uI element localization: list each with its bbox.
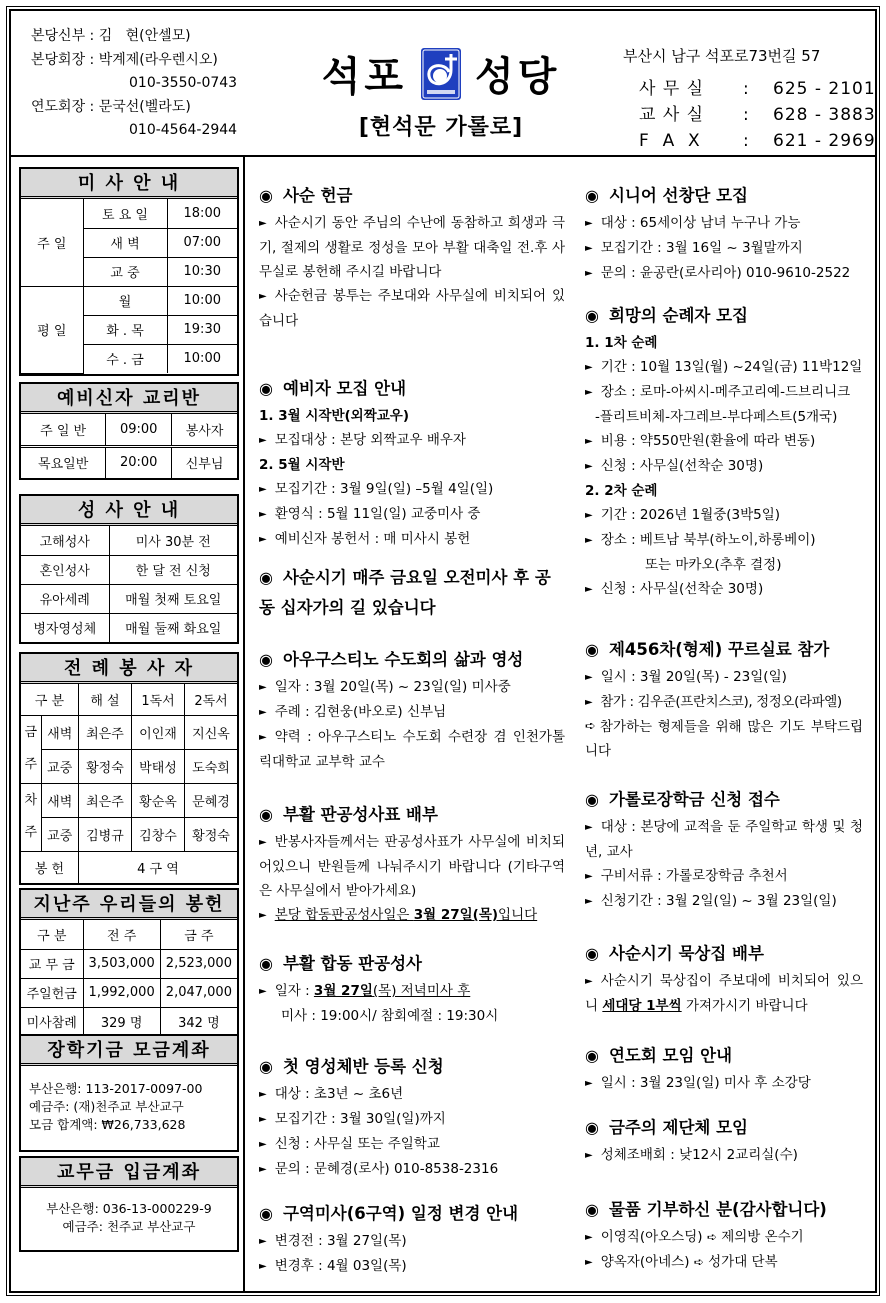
arrow-icon: ► <box>585 697 593 708</box>
arrow-icon: ► <box>259 1139 267 1150</box>
contact-office: 사 무 실 : 625 - 2101 <box>639 79 876 99</box>
offerings-table: 구 분 전 주 금 주 교 무 금 3,503,000 2,523,000 주일헌금 1,992,000 2,047,000 미사참례 329 명 342 명 <box>21 920 237 1036</box>
hand-arrow-icon: ➪ <box>585 719 596 734</box>
hand-arrow-icon: ➪ <box>706 1230 717 1244</box>
section-cursillo: ◉ 제456차(형제) 꾸르실료 참가 ► 일시 : 3월 20일(목) - 23일(일) ► 참가 : 김우준(프란치스코), 정정오(라파엘) ➪ 참가하는 형제들을 위해 많은 기도 부탁드립니다 <box>585 635 863 763</box>
arrow-icon: ► <box>259 1114 267 1125</box>
arrow-icon: ► <box>259 291 267 302</box>
arrow-icon: ► <box>259 534 267 545</box>
arrow-icon: ► <box>259 986 267 997</box>
arrow-icon: ► <box>585 218 593 229</box>
sidebar <box>11 157 245 1293</box>
parish-staff <box>31 25 237 143</box>
arrow-icon: ► <box>259 1164 267 1175</box>
mass-schedule-title: 미 사 안 내 <box>21 169 237 199</box>
scholarship-bank: 부산은행: 113-2017-0097-00 <box>29 1081 203 1096</box>
arrow-icon: ► <box>259 218 267 229</box>
section-pilgrimage: ◉ 희망의 순례자 모집 1. 1차 순례 ► 기간 : 10월 13일(월) ~24일(금) 11박12일 ► 장소 : 로마-아씨시-메주고리예-드브리니크 -플리트비체-자그레브-부다페스트(5개국) ► 비용 : 약550만원(환율에 따라 변동) ► 신청 : 사무실(선착순 30명) 2. 2차 순례 ► 기간 : 2026년 1월중(3박5일) ► 장소 : 베트남 북부(하노이,하롱베이) 또는 마카오(추후 결정) ► 신청 : 사무실(선착순 30명) <box>585 301 863 602</box>
offerings-title: 지난주 우리들의 봉헌 <box>21 890 237 920</box>
arrow-icon: ► <box>259 732 267 743</box>
section-stations-of-cross: ◉ 사순시기 매주 금요일 오전미사 후 공동 십자가의 길 있습니다 <box>259 568 551 617</box>
arrow-icon: ► <box>585 1257 593 1268</box>
elder-phone: 010-4564-2944 <box>129 122 238 138</box>
arrow-icon: ► <box>259 1089 267 1100</box>
ministers-box <box>19 652 239 885</box>
section-donations: ◉ 물품 기부하신 분(감사합니다) ► 이영직(아오스딩) ➪ 제의방 온수기 ► 양옥자(아네스) ➪ 성가대 단복 <box>585 1195 863 1275</box>
section-group-meetings: ◉ 금주의 제단체 모임 ► 성체조배회 : 낮12시 2교리실(수) <box>585 1113 863 1168</box>
ministers-table: 구 분 해 설 1독서 2독서 금 주 새벽 최은주 이인재 지신옥 교중 황정숙 박태성 도숙희 차 주 새벽 최은주 황순옥 문혜경 교중 김병규 김창수 황정숙 봉 헌 4 구 역 <box>21 684 237 883</box>
section-bullet-icon: ◉ <box>585 1200 599 1219</box>
section-bullet-icon: ◉ <box>585 186 599 205</box>
arrow-icon: ► <box>585 436 593 447</box>
arrow-icon: ► <box>585 1232 593 1243</box>
bulletin-page <box>6 6 880 1296</box>
pastor-label: 본당신부 : <box>31 28 99 44</box>
section-bullet-icon: ◉ <box>585 790 599 809</box>
sacraments-title: 성 사 안 내 <box>21 496 237 526</box>
parish-contact <box>623 45 876 154</box>
page-frame <box>10 10 876 1292</box>
arrow-icon: ► <box>585 1078 593 1089</box>
section-bullet-icon: ◉ <box>259 650 273 669</box>
arrow-icon: ► <box>585 535 593 546</box>
catechumen-title: 예비신자 교리반 <box>21 384 237 414</box>
catechumen-box <box>19 382 239 480</box>
bulletin-header <box>11 11 877 157</box>
scholarship-holder: 예금주: (재)천주교 부산교구 <box>29 1099 184 1114</box>
section-first-communion: ◉ 첫 영성체반 등록 신청 ► 대상 : 초3년 ~ 초6년 ► 모집기간 : 3월 30일(일)까지 ► 신청 : 사무실 또는 주일학교 ► 문의 : 문혜경(로사) 010-8538-2316 <box>259 1052 565 1182</box>
president-label: 본당회장 : <box>31 51 99 68</box>
contact-teachers: 교 사 실 : 628 - 3883 <box>639 105 876 125</box>
arrow-icon: ► <box>259 484 267 495</box>
section-bullet-icon: ◉ <box>259 568 273 587</box>
section-lent-offering: ◉ 사순 헌금 ► 사순시기 동안 주님의 수난에 동참하고 희생과 극기, 절제의 생활로 정성을 모아 부활 대축일 전.후 사무실로 봉헌해 주시길 바랍니다 ► 사순헌금 봉투는 주보대와 사무실에 비치되어 있습니다 <box>259 181 565 333</box>
section-funeral-group: ◉ 연도회 모임 안내 ► 일시 : 3월 23일(일) 미사 후 소강당 <box>585 1041 863 1096</box>
arrow-icon: ► <box>259 435 267 446</box>
arrow-icon: ► <box>585 976 593 987</box>
section-bullet-icon: ◉ <box>259 379 273 398</box>
section-augustinian: ◉ 아우구스티노 수도회의 삶과 영성 ► 일자 : 3월 20일(목) ~ 23일(일) 미사중 ► 주례 : 김현웅(바오로) 신부님 ► 약력 : 아우구스티노 수도회 수련장 겸 인천가톨릭대학교 교부학 교수 <box>259 645 565 774</box>
arrow-icon: ► <box>585 243 593 254</box>
section-bullet-icon: ◉ <box>259 186 273 205</box>
section-bullet-icon: ◉ <box>585 306 599 325</box>
scholarship-account-box <box>19 1034 239 1152</box>
elder-label: 연도회장 : <box>31 98 99 115</box>
parish-subtitle: [현석문 가롤로] <box>358 115 524 140</box>
mass-schedule-table: 주 일 토 요 일 18:00 새 벽 07:00 교 중 10:30 평 일 월 10:00 화 . 목 19:30 수 . 금 10:00 <box>21 199 237 374</box>
pastor-name: 김 현(안셀모) <box>98 28 191 44</box>
scholarship-account-title: 장학기금 모금계좌 <box>21 1036 237 1066</box>
parish-title <box>311 45 571 141</box>
section-confession-ticket: ◉ 부활 판공성사표 배부 ► 반봉사자들께서는 판공성사표가 사무실에 비치되어있으니 반원들께 나눠주시기 바랍니다 (기타구역은 사무실에서 받아가세요) ► 본당 합동판공성사일은 3월 27일(목)입니다 <box>259 800 565 928</box>
title-right: 성당 <box>475 54 561 100</box>
section-bullet-icon: ◉ <box>259 954 273 973</box>
section-district-mass-change: ◉ 구역미사(6구역) 일정 변경 안내 ► 변경전 : 3월 27일(목) ► 변경후 : 4월 03일(목) <box>259 1199 565 1279</box>
arrow-icon: ► <box>259 682 267 693</box>
section-bullet-icon: ◉ <box>259 1057 273 1076</box>
arrow-icon: ► <box>585 362 593 373</box>
arrow-icon: ► <box>585 584 593 595</box>
section-bullet-icon: ◉ <box>259 1204 273 1223</box>
arrow-icon: ► <box>259 910 267 921</box>
president-name: 박계제(라우렌시오) <box>98 51 218 68</box>
scholarship-total: 모금 합계액: ₩26,733,628 <box>29 1117 186 1132</box>
section-bullet-icon: ◉ <box>585 944 599 963</box>
arrow-icon: ► <box>585 461 593 472</box>
sacraments-box <box>19 494 239 644</box>
section-bullet-icon: ◉ <box>585 640 599 659</box>
section-senior-choir: ◉ 시니어 선창단 모집 ► 대상 : 65세이상 남녀 누구나 가능 ► 모집기간 : 3월 16일 ~ 3월말까지 ► 문의 : 윤공란(로사리아) 010-9610-2522 <box>585 181 863 286</box>
arrow-icon: ► <box>585 672 593 683</box>
arrow-icon: ► <box>259 837 267 848</box>
sacraments-table: 고해성사 미사 30분 전 혼인성사 한 달 전 신청 유아세례 매월 첫째 토요일 병자영성체 매월 둘째 화요일 <box>21 526 237 642</box>
dues-account-box <box>19 1156 239 1252</box>
arrow-icon: ► <box>585 1150 593 1161</box>
section-catechumen-recruit: ◉ 예비자 모집 안내 1. 3월 시작반(외짝교우) ► 모집대상 : 본당 외짝교우 배우자 2. 5월 시작반 ► 모집기간 : 3월 9일(일) –5월 4일(일) ► 환영식 : 5월 11일(일) 교중미사 중 ► 예비신자 봉헌서 : 매 미사시 봉헌 <box>259 374 565 552</box>
arrow-icon: ► <box>259 707 267 718</box>
elder-name: 문국선(벨라도) <box>98 98 191 115</box>
section-joint-confession: ◉ 부활 합동 판공성사 ► 일자 : 3월 27일(목) 저녁미사 후 미사 : 19:00시/ 참회예절 : 19:30시 <box>259 949 565 1028</box>
dues-holder: 예금주: 천주교 부산교구 <box>62 1219 196 1234</box>
arrow-icon: ► <box>259 509 267 520</box>
arrow-icon: ► <box>585 510 593 521</box>
title-left: 석포 <box>321 54 407 100</box>
ministers-title: 전 례 봉 사 자 <box>21 654 237 684</box>
offerings-box <box>19 888 239 1038</box>
dues-bank: 부산은행: 036-13-000229-9 <box>46 1201 212 1216</box>
arrow-icon: ► <box>585 896 593 907</box>
section-lent-meditation: ◉ 사순시기 묵상집 배부 ► 사순시기 묵상집이 주보대에 비치되어 있으니 세대당 1부씩 가져가시기 바랍니다 <box>585 939 863 1018</box>
arrow-icon: ► <box>585 387 593 398</box>
section-bullet-icon: ◉ <box>585 1046 599 1065</box>
section-bullet-icon: ◉ <box>585 1118 599 1137</box>
section-bullet-icon: ◉ <box>259 805 273 824</box>
section-carolo-scholarship: ◉ 가롤로장학금 신청 접수 ► 대상 : 본당에 교적을 둔 주일학교 학생 및 청년, 교사 ► 구비서류 : 가롤로장학금 추천서 ► 신청기간 : 3월 2일(일) ~ 3월 23일(일) <box>585 785 863 914</box>
dues-account-title: 교무금 입금계좌 <box>21 1158 237 1188</box>
arrow-icon: ► <box>259 1236 267 1247</box>
hand-arrow-icon: ➪ <box>693 1255 704 1269</box>
mass-schedule-box <box>19 167 239 376</box>
arrow-icon: ► <box>585 871 593 882</box>
catechumen-table: 주 일 반 09:00 봉사자 목요일반 20:00 신부님 <box>21 414 237 478</box>
arrow-icon: ► <box>585 268 593 279</box>
contact-fax: F A X : 621 - 2969 <box>639 131 876 151</box>
arrow-icon: ► <box>585 822 593 833</box>
parish-logo-icon <box>421 48 461 100</box>
president-phone: 010-3550-0743 <box>129 75 238 91</box>
arrow-icon: ► <box>259 1261 267 1272</box>
parish-address: 부산시 남구 석포로73번길 57 <box>623 47 821 65</box>
